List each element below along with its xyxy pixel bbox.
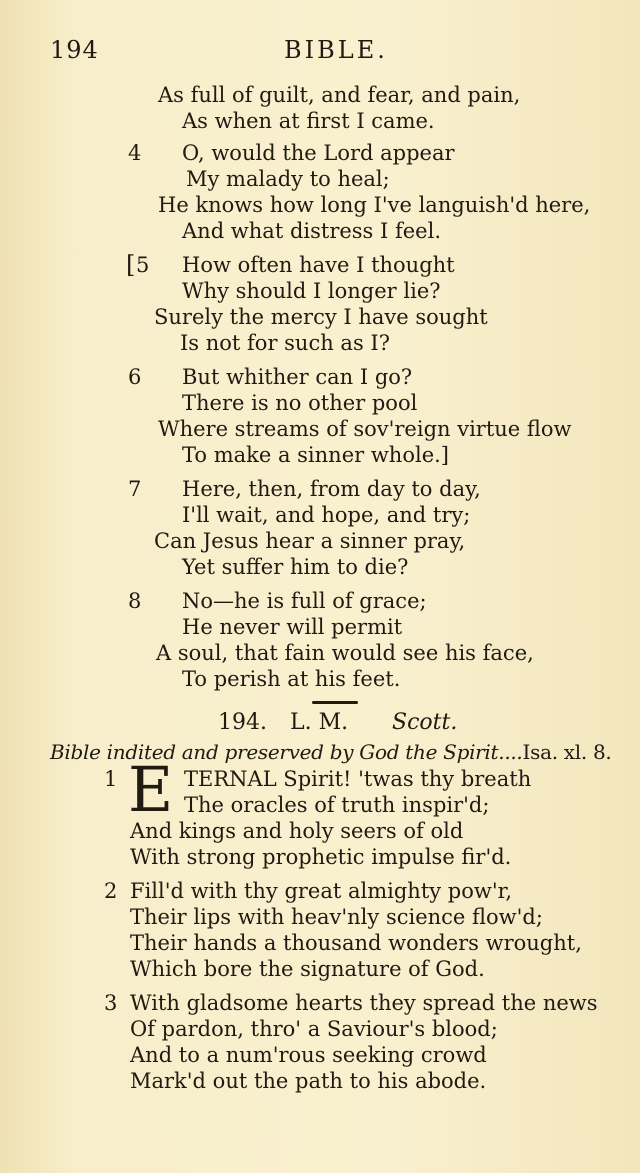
verse-line: With gladsome hearts they spread the news	[130, 991, 598, 1015]
verse-line: Of pardon, thro' a Saviour's blood;	[130, 1017, 498, 1041]
verse-line: The oracles of truth inspir'd;	[184, 793, 490, 817]
page-number: 194	[50, 36, 99, 64]
verse-line: TERNAL Spirit! 'twas thy breath	[184, 767, 532, 791]
hymn-194-heading	[0, 710, 640, 740]
open-bracket: [	[126, 251, 136, 279]
scripture-reference: Isa. xl. 8.	[522, 740, 612, 764]
verse-line: No—he is full of grace;	[182, 589, 427, 613]
verse-line: Fill'd with thy great almighty pow'r,	[130, 879, 513, 903]
subtitle-text: Bible indited and preserved by God the Spirit....	[50, 740, 523, 764]
verse-number: 5	[136, 253, 150, 277]
verse-line: And to a num'rous seeking crowd	[130, 1043, 487, 1067]
running-title: BIBLE.	[284, 36, 388, 64]
verse-number: 1	[104, 767, 118, 791]
verse-number: 8	[128, 589, 142, 613]
hymn-meter: L. M.	[290, 710, 349, 735]
hymn-number: 194.	[218, 710, 267, 735]
hymn-author: Scott.	[392, 710, 458, 735]
section-rule	[312, 701, 358, 704]
verse-line: My malady to heal;	[186, 167, 390, 191]
verse-line: Where streams of sov'reign virtue flow	[158, 417, 572, 441]
verse-line: Which bore the signature of God.	[130, 957, 485, 981]
verse-line: And what distress I feel.	[182, 219, 442, 243]
verse-line: Their lips with heav'nly science flow'd;	[130, 905, 543, 929]
verse-line: With strong prophetic impulse fir'd.	[130, 845, 512, 869]
drop-cap: E	[128, 753, 174, 826]
verse-line: He knows how long I've languish'd here,	[158, 193, 591, 217]
verse-line: As when at first I came.	[182, 109, 435, 133]
verse-line: Why should I longer lie?	[182, 279, 441, 303]
verse-line: Can Jesus hear a sinner pray,	[154, 529, 466, 553]
verse-line: There is no other pool	[182, 391, 418, 415]
verse-line: How often have I thought	[182, 253, 455, 277]
verse-line: Yet suffer him to die?	[182, 555, 409, 579]
verse-line: To make a sinner whole.]	[182, 443, 449, 467]
verse-number: 2	[104, 879, 118, 903]
verse-line: Is not for such as I?	[180, 331, 390, 355]
verse-line: I'll wait, and hope, and try;	[182, 503, 471, 527]
verse-line: A soul, that fain would see his face,	[156, 641, 534, 665]
verse-number: 7	[128, 477, 142, 501]
verse-line: Mark'd out the path to his abode.	[130, 1069, 487, 1093]
verse-line: To perish at his feet.	[182, 667, 401, 691]
verse-line: O, would the Lord appear	[182, 141, 455, 165]
verse-line: Surely the mercy I have sought	[154, 305, 488, 329]
page-header	[0, 36, 640, 76]
verse-line: He never will permit	[182, 615, 403, 639]
verse-number: 4	[128, 141, 142, 165]
verse-line: Here, then, from day to day,	[182, 477, 481, 501]
verse-line: As full of guilt, and fear, and pain,	[158, 83, 521, 107]
verse-number: 3	[104, 991, 118, 1015]
verse-line: And kings and holy seers of old	[130, 819, 464, 843]
verse-line: Their hands a thousand wonders wrought,	[130, 931, 582, 955]
verse-number: 6	[128, 365, 142, 389]
verse-line: But whither can I go?	[182, 365, 413, 389]
